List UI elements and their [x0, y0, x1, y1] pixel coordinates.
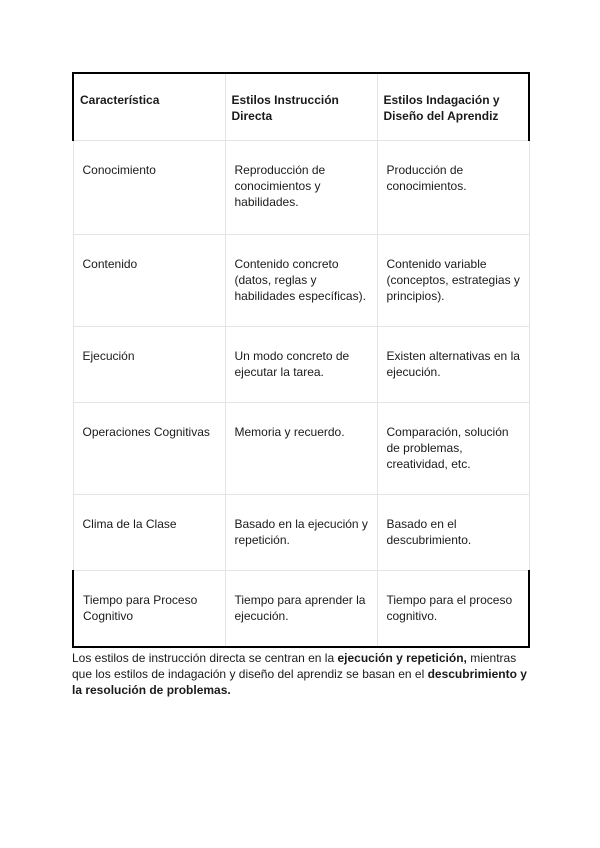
table-cell: [73, 571, 225, 648]
table-row: [73, 571, 529, 648]
table-cell: [377, 235, 529, 327]
table-cell: [73, 327, 225, 403]
cell-indagacion: Producción de conocimientos.: [386, 163, 467, 193]
row-label: Contenido: [82, 257, 138, 271]
table-cell: [377, 403, 529, 495]
table-header-row: [73, 73, 529, 141]
table-cell: [225, 403, 377, 495]
table-cell: [73, 235, 225, 327]
cell-instruccion: Memoria y recuerdo.: [234, 425, 345, 439]
cell-instruccion: Basado en la ejecución y repetición.: [234, 517, 368, 547]
cell-indagacion: Existen alternativas en la ejecución.: [386, 349, 520, 379]
row-label: Ejecución: [82, 349, 135, 363]
table-cell: [225, 327, 377, 403]
table-cell: [73, 403, 225, 495]
table-cell: [225, 235, 377, 327]
row-label: Tiempo para Proceso Cognitivo: [83, 593, 198, 623]
table-cell: [225, 141, 377, 235]
table-row: [73, 141, 529, 235]
table-cell: [73, 141, 225, 235]
table-cell: [377, 495, 529, 571]
cell-instruccion: Reproducción de conocimientos y habilidades.: [234, 163, 326, 209]
table-cell: [73, 495, 225, 571]
table-cell: [225, 495, 377, 571]
header-cell: [73, 73, 225, 141]
row-label: Operaciones Cognitivas: [82, 425, 210, 439]
summary-paragraph: [72, 650, 528, 698]
table-cell: [377, 327, 529, 403]
header-instruccion-directa: Estilos Instrucción Directa: [231, 93, 339, 123]
summary-bold-1: ejecución y repetición,: [337, 651, 467, 665]
header-caracteristica: Característica: [80, 93, 160, 107]
header-cell: [377, 73, 529, 141]
cell-instruccion: Tiempo para aprender la ejecución.: [234, 593, 366, 623]
cell-instruccion: Un modo concreto de ejecutar la tarea.: [234, 349, 350, 379]
cell-indagacion: Tiempo para el proceso cognitivo.: [386, 593, 513, 623]
table-row: [73, 495, 529, 571]
header-indagacion-diseno: Estilos Indagación y Diseño del Aprendiz: [383, 93, 500, 123]
cell-indagacion: Basado en el descubrimiento.: [386, 517, 472, 547]
cell-indagacion: Contenido variable (conceptos, estrategias y principios).: [386, 257, 520, 303]
table-cell: [377, 571, 529, 648]
header-cell: [225, 73, 377, 141]
row-label: Conocimiento: [82, 163, 156, 177]
cell-indagacion: Comparación, solución de problemas, creatividad, etc.: [386, 425, 509, 471]
table-row: [73, 403, 529, 495]
table-row: [73, 327, 529, 403]
table-row: [73, 235, 529, 327]
comparison-table: [72, 72, 530, 648]
row-label: Clima de la Clase: [82, 517, 177, 531]
summary-bold-2: descubrimiento y la resolución de problemas.: [72, 667, 527, 697]
table-cell: [377, 141, 529, 235]
summary-text-1: Los estilos de instrucción directa se centran en la: [72, 651, 338, 665]
table-cell: [225, 571, 377, 648]
summary-text-2: mientras que los estilos de indagación y diseño del aprendiz se basan en el: [72, 651, 517, 681]
cell-instruccion: Contenido concreto (datos, reglas y habilidades específicas).: [234, 257, 366, 303]
